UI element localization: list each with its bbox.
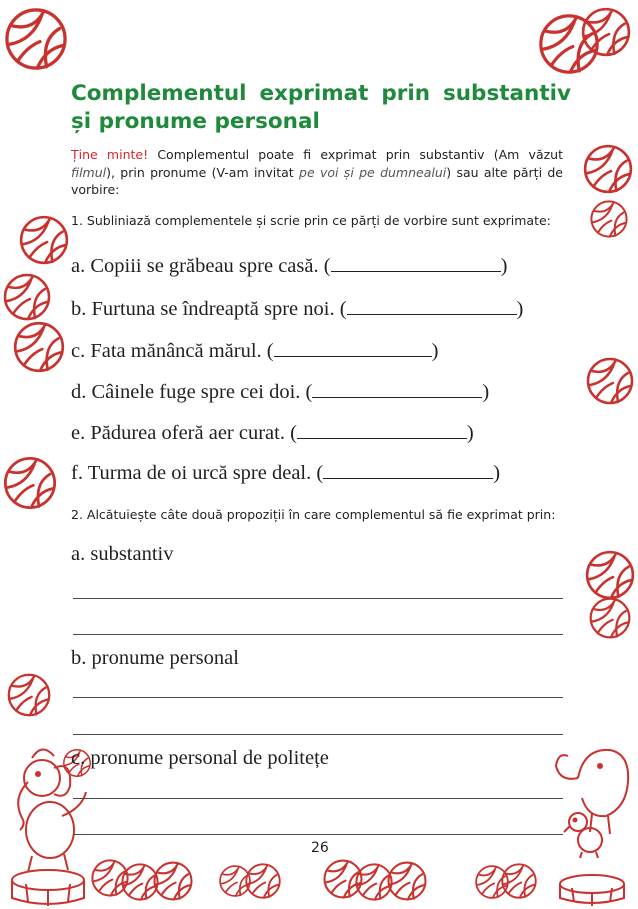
writing-line[interactable]: [73, 834, 563, 835]
beach-ball-icon: [582, 143, 634, 195]
sentence-d: d. Câinele fuge spre cei doi. (: [71, 381, 313, 403]
exercise-2-part-a: a. substantiv: [71, 543, 174, 565]
page-title: Complementul exprimat prin substantiv și pronume personal: [71, 81, 571, 134]
sentence-b: b. Furtuna se îndreaptă spre noi. (: [71, 298, 347, 320]
page-number: 26: [311, 840, 329, 856]
answer-blank-e[interactable]: [297, 422, 467, 439]
sentence-a: a. Copiii se grăbeau spre casă. (: [71, 255, 331, 277]
beach-ball-icon: [244, 862, 282, 900]
beach-ball-icon: [386, 860, 428, 902]
sentence-f: f. Turma de oi urcă spre deal. (: [71, 462, 324, 484]
answer-blank-c[interactable]: [274, 340, 432, 357]
writing-line[interactable]: [73, 697, 563, 698]
close-paren: ): [482, 381, 490, 403]
close-paren: ): [431, 340, 439, 362]
close-paren: ): [493, 462, 501, 484]
exercise-1-item-f: [71, 461, 500, 485]
beach-ball-icon: [500, 862, 538, 900]
beach-ball-icon: [2, 455, 58, 511]
close-paren: ): [500, 255, 508, 277]
answer-blank-f[interactable]: [323, 462, 493, 479]
sentence-c: c. Fata mănâncă mărul. (: [71, 340, 274, 362]
tine-minte-text-2: ), prin pronume (V-am invitat: [106, 164, 300, 180]
exercise-1-item-d: [71, 380, 489, 404]
tine-minte-text-1: Complementul poate fi exprimat prin substantiv (Am văzut: [148, 147, 563, 162]
answer-blank-d[interactable]: [312, 381, 482, 398]
exercise-1-item-e: [71, 421, 474, 445]
exercise-1-instruction: 1. Subliniază complementele și scrie prin ce părți de vorbire sunt exprimate:: [71, 213, 551, 228]
exercise-2-part-b: b. pronume personal: [71, 647, 239, 669]
beach-ball-icon: [3, 6, 69, 72]
writing-line[interactable]: [73, 598, 563, 599]
beach-ball-icon: [12, 320, 66, 374]
exercise-1-item-a: [71, 254, 507, 278]
tine-minte-example-2: pe voi și pe dumnealui: [299, 164, 447, 180]
writing-line[interactable]: [73, 734, 563, 735]
answer-blank-a[interactable]: [331, 255, 501, 272]
beach-ball-icon: [588, 596, 632, 640]
beach-ball-icon: [585, 356, 635, 406]
circus-poodle-icon: [558, 808, 608, 860]
tine-minte-example-1: filmul: [71, 164, 107, 180]
exercise-2-part-c: c. pronume personal de politețe: [71, 747, 329, 769]
beach-ball-icon: [589, 199, 629, 239]
close-paren: ): [466, 422, 474, 444]
beach-ball-icon: [2, 272, 52, 322]
beach-ball-icon: [584, 549, 636, 601]
beach-ball-icon: [580, 6, 632, 58]
close-paren: ): [516, 298, 524, 320]
beach-ball-icon: [152, 860, 194, 902]
writing-line[interactable]: [73, 798, 563, 799]
sentence-e: e. Pădurea oferă aer curat. (: [71, 422, 297, 444]
beach-ball-icon: [18, 214, 70, 266]
tine-minte-note: [71, 146, 563, 199]
answer-blank-b[interactable]: [347, 298, 517, 315]
beach-ball-icon: [6, 672, 52, 718]
tine-minte-label: Ține minte!: [71, 147, 149, 162]
exercise-2-instruction: 2. Alcătuiește câte două propoziții în care complementul să fie exprimat prin:: [71, 507, 556, 522]
writing-line[interactable]: [73, 634, 563, 635]
tine-minte-text-3: ) sau alte părți de vorbire:: [71, 164, 564, 197]
exercise-1-item-c: [71, 339, 438, 363]
exercise-1-item-b: [71, 297, 523, 321]
